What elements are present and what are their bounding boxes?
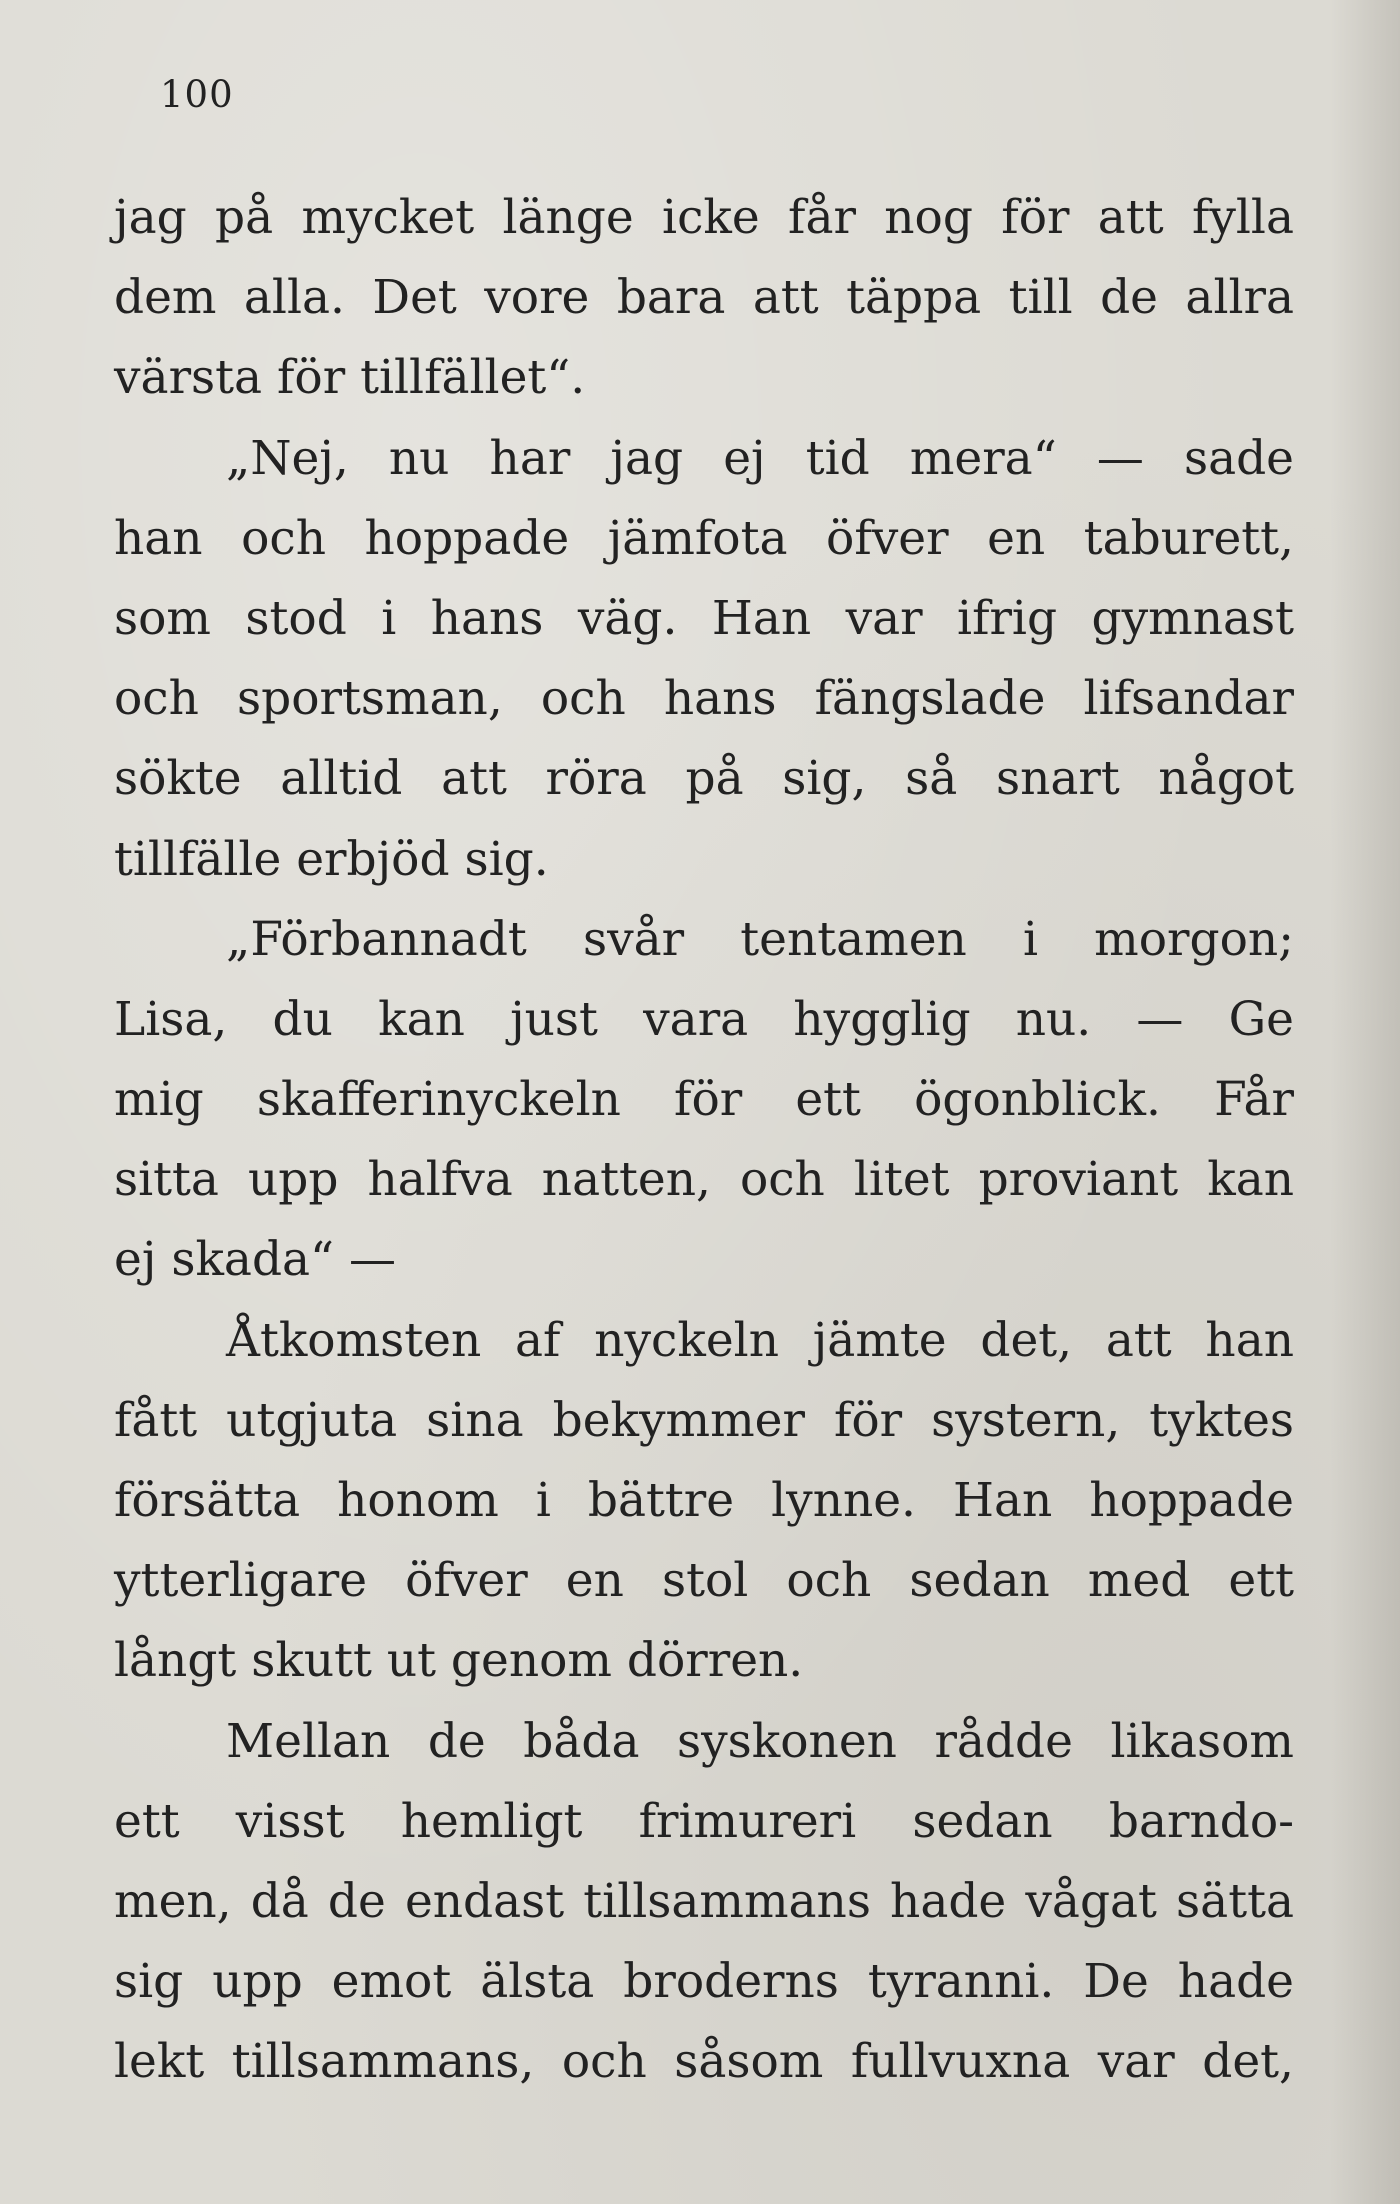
- text-line: och sportsman, och hans fängslade lifsandar: [114, 671, 1294, 727]
- text-line: Lisa, du kan just vara hygglig nu. — Ge: [114, 991, 1294, 1047]
- text-line: ej skada“ —: [114, 1232, 397, 1288]
- text-line: „Förbannadt svår tentamen i morgon;: [226, 911, 1294, 967]
- page-number: 100: [160, 73, 234, 116]
- text-line: ett visst hemligt frimureri sedan barndo-: [114, 1793, 1294, 1849]
- text-line: som stod i hans väg. Han var ifrig gymnast: [114, 590, 1294, 646]
- text-line: fått utgjuta sina bekymmer för systern, tyktes: [114, 1392, 1294, 1448]
- text-line: mig skafferinyckeln för ett ögonblick. Får: [114, 1072, 1294, 1128]
- text-line: jag på mycket länge icke får nog för att fylla: [114, 190, 1294, 245]
- text-line: sig upp emot älsta broderns tyranni. De hade: [114, 1954, 1294, 2010]
- text-line: „Nej, nu har jag ej tid mera“ — sade: [226, 430, 1294, 486]
- page-edge-shadow: [1330, 0, 1400, 2204]
- text-line: dem alla. Det vore bara att täppa till de allra: [114, 270, 1294, 326]
- text-line: sitta upp halfva natten, och litet proviant kan: [114, 1152, 1294, 1208]
- text-line: lekt tillsammans, och såsom fullvuxna var det,: [114, 2034, 1294, 2090]
- text-line: men, då de endast tillsammans hade vågat sätta: [114, 1873, 1294, 1929]
- text-line: tillfälle erbjöd sig.: [114, 831, 549, 887]
- text-line: Åtkomsten af nyckeln jämte det, att han: [226, 1312, 1294, 1368]
- text-line: Mellan de båda syskonen rådde likasom: [226, 1713, 1294, 1769]
- text-line: värsta för tillfället“.: [114, 350, 586, 406]
- text-line: försätta honom i bättre lynne. Han hoppade: [114, 1473, 1294, 1528]
- text-line: ytterligare öfver en stol och sedan med ett: [114, 1553, 1294, 1609]
- text-line: långt skutt ut genom dörren.: [114, 1633, 804, 1689]
- text-line: han och hoppade jämfota öfver en taburett,: [114, 510, 1294, 566]
- text-line: sökte alltid att röra på sig, så snart något: [114, 751, 1294, 807]
- body-text: [114, 178, 1294, 2103]
